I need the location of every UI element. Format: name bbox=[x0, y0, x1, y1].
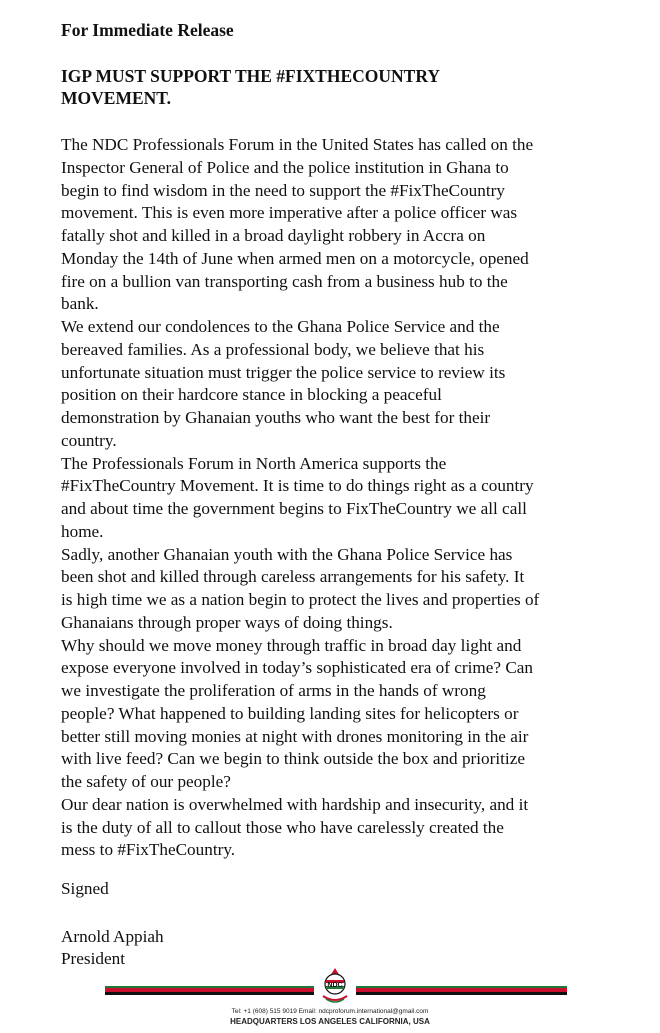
body-line: Why should we move money through traffic in broad day light and bbox=[61, 635, 522, 655]
headline-line-1: IGP MUST SUPPORT THE #FIXTHECOUNTRY bbox=[61, 66, 440, 86]
body-line: begin to find wisdom in the need to support the #FixTheCountry bbox=[61, 180, 505, 200]
body-line: The Professionals Forum in North America supports the bbox=[61, 453, 447, 473]
body-line: Inspector General of Police and the police institution in Ghana to bbox=[61, 157, 509, 177]
body-line: We extend our condolences to the Ghana Police Service and the bbox=[61, 317, 500, 336]
headline-line-2: MOVEMENT. bbox=[61, 88, 172, 108]
footer-headquarters: HEADQUARTERS LOS ANGELES CALIFORNIA, USA bbox=[230, 1017, 430, 1026]
body-line: Sadly, another Ghanaian youth with the Ghana Police Service has bbox=[61, 544, 513, 564]
body-line: is high time we as a nation begin to protect the lives and properties of bbox=[61, 590, 540, 609]
body-line: bank. bbox=[61, 294, 99, 314]
release-label: For Immediate Release bbox=[61, 20, 234, 40]
body-line: is the duty of all to callout those who have carelessly created the bbox=[61, 817, 504, 837]
body-line: bereaved families. As a professional body, we believe that his bbox=[61, 339, 485, 359]
logo-lettering: NDC bbox=[327, 982, 343, 989]
body-line: better still moving monies at night with drones monitoring in the air bbox=[61, 726, 529, 746]
footer-contact: Tel: +1 (608) 515 9019 Email: ndcproforum.international@gmail.com bbox=[231, 1008, 429, 1015]
ndc-logo-icon bbox=[314, 966, 356, 1006]
body-line: position on their hardcore stance in blocking a peaceful bbox=[61, 385, 442, 405]
body-line: fire on a bullion van transporting cash from a business hub to the bbox=[61, 271, 508, 291]
body-line: unfortunate situation must trigger the police service to review its bbox=[61, 362, 506, 382]
body-line: the safety of our people? bbox=[61, 772, 231, 791]
body-line: Ghanaians through proper ways of doing things. bbox=[61, 612, 393, 632]
body-line: The NDC Professionals Forum in the United States has called on the bbox=[61, 135, 534, 154]
body-line: fatally shot and killed in a broad daylight robbery in Accra on bbox=[61, 226, 486, 245]
headline bbox=[61, 65, 581, 109]
body-line: with live feed? Can we begin to think outside the box and prioritize bbox=[61, 749, 525, 769]
signatory-title: President bbox=[61, 949, 125, 968]
signatory bbox=[61, 926, 164, 970]
body-line: and about time the government begins to FixTheCountry we all call bbox=[61, 499, 527, 518]
body-line: Monday the 14th of June when armed men on a motorcycle, opened bbox=[61, 248, 529, 268]
body-line: demonstration by Ghanaian youths who want the best for their bbox=[61, 408, 491, 427]
body-line: home. bbox=[61, 521, 104, 541]
body-line: been shot and killed through careless arrangements for his safety. It bbox=[61, 567, 525, 587]
body-line: mess to #FixTheCountry. bbox=[61, 840, 236, 860]
body-line: we investigate the proliferation of arms in the hands of wrong bbox=[61, 681, 486, 700]
body-line: country. bbox=[61, 430, 117, 450]
body-text bbox=[61, 134, 646, 862]
body-line: #FixTheCountry Movement. It is time to do things right as a country bbox=[61, 476, 534, 496]
signatory-name: Arnold Appiah bbox=[61, 927, 164, 946]
body-line: movement. This is even more imperative after a police officer was bbox=[61, 203, 518, 223]
signed-label: Signed bbox=[61, 879, 109, 898]
body-line: people? What happened to building landing sites for helicopters or bbox=[61, 703, 519, 723]
body-line: expose everyone involved in today’s sophisticated era of crime? Can bbox=[61, 658, 534, 678]
body-line: Our dear nation is overwhelmed with hardship and insecurity, and it bbox=[61, 794, 529, 814]
